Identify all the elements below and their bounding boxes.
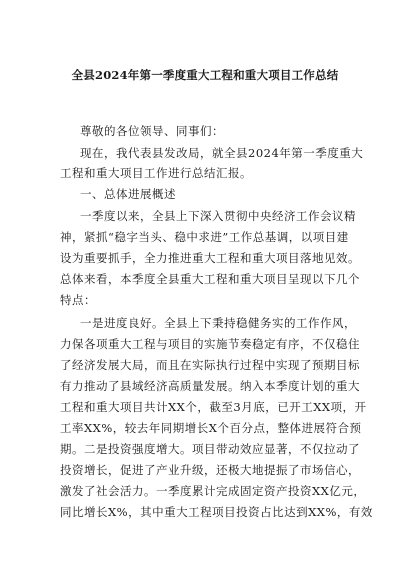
document-title: 全县2024年第一季度重大工程和重大项目工作总结 bbox=[71, 68, 339, 82]
paragraph-line: 激发了社会活力。一季度累计完成固定资产投资XX亿元， bbox=[60, 484, 366, 498]
paragraph-line: 有力推动了县域经济高质量发展。纳入本季度计划的重大 bbox=[60, 379, 360, 393]
section-heading: 一、总体进展概述 bbox=[80, 187, 176, 201]
paragraph-line: 神，紧抓“稳字当头、稳中求进”工作总基调，以项目建 bbox=[60, 230, 349, 244]
paragraph-line: 了经济发展大局，而且在实际执行过程中实现了预期目标 bbox=[60, 358, 360, 372]
paragraph-line: 总体来看，本季度全县重大工程和重大项目呈现以下几个 bbox=[60, 272, 360, 286]
paragraph-line: 工率XX%，较去年同期增长X个百分点，整体进展符合预 bbox=[60, 421, 362, 435]
paragraph-line: 一季度以来，全县上下深入贯彻中央经济工作会议精 bbox=[80, 209, 356, 223]
paragraph-line: 力保各项重大工程与项目的实施节奏稳定有序，不仅稳住 bbox=[60, 337, 360, 351]
paragraph-line: 投资增长，促进了产业升级，还极大地提振了市场信心， bbox=[60, 463, 360, 477]
paragraph-line: 设为重要抓手，全力推进重大工程和重大项目落地见效。 bbox=[60, 251, 360, 265]
paragraph-line: 特点： bbox=[60, 293, 96, 307]
paragraph-line: 一是进度良好。全县上下秉持稳健务实的工作作风， bbox=[80, 316, 356, 330]
paragraph-line: 工程和重大项目共计XX个，截至3月底，已开工XX项，开 bbox=[60, 400, 367, 414]
paragraph-line: 工程和重大项目工作进行总结汇报。 bbox=[60, 166, 252, 180]
paragraph-line: 同比增长X%，其中重大工程项目投资占比达到XX%，有效 bbox=[60, 505, 373, 519]
paragraph-line: 现在，我代表县发改局，就全县2024年第一季度重大 bbox=[80, 146, 364, 160]
greeting-line: 尊敬的各位领导、同事们： bbox=[80, 124, 224, 138]
paragraph-line: 期。二是投资强度增大。项目带动效应显著，不仅拉动了 bbox=[60, 442, 360, 456]
